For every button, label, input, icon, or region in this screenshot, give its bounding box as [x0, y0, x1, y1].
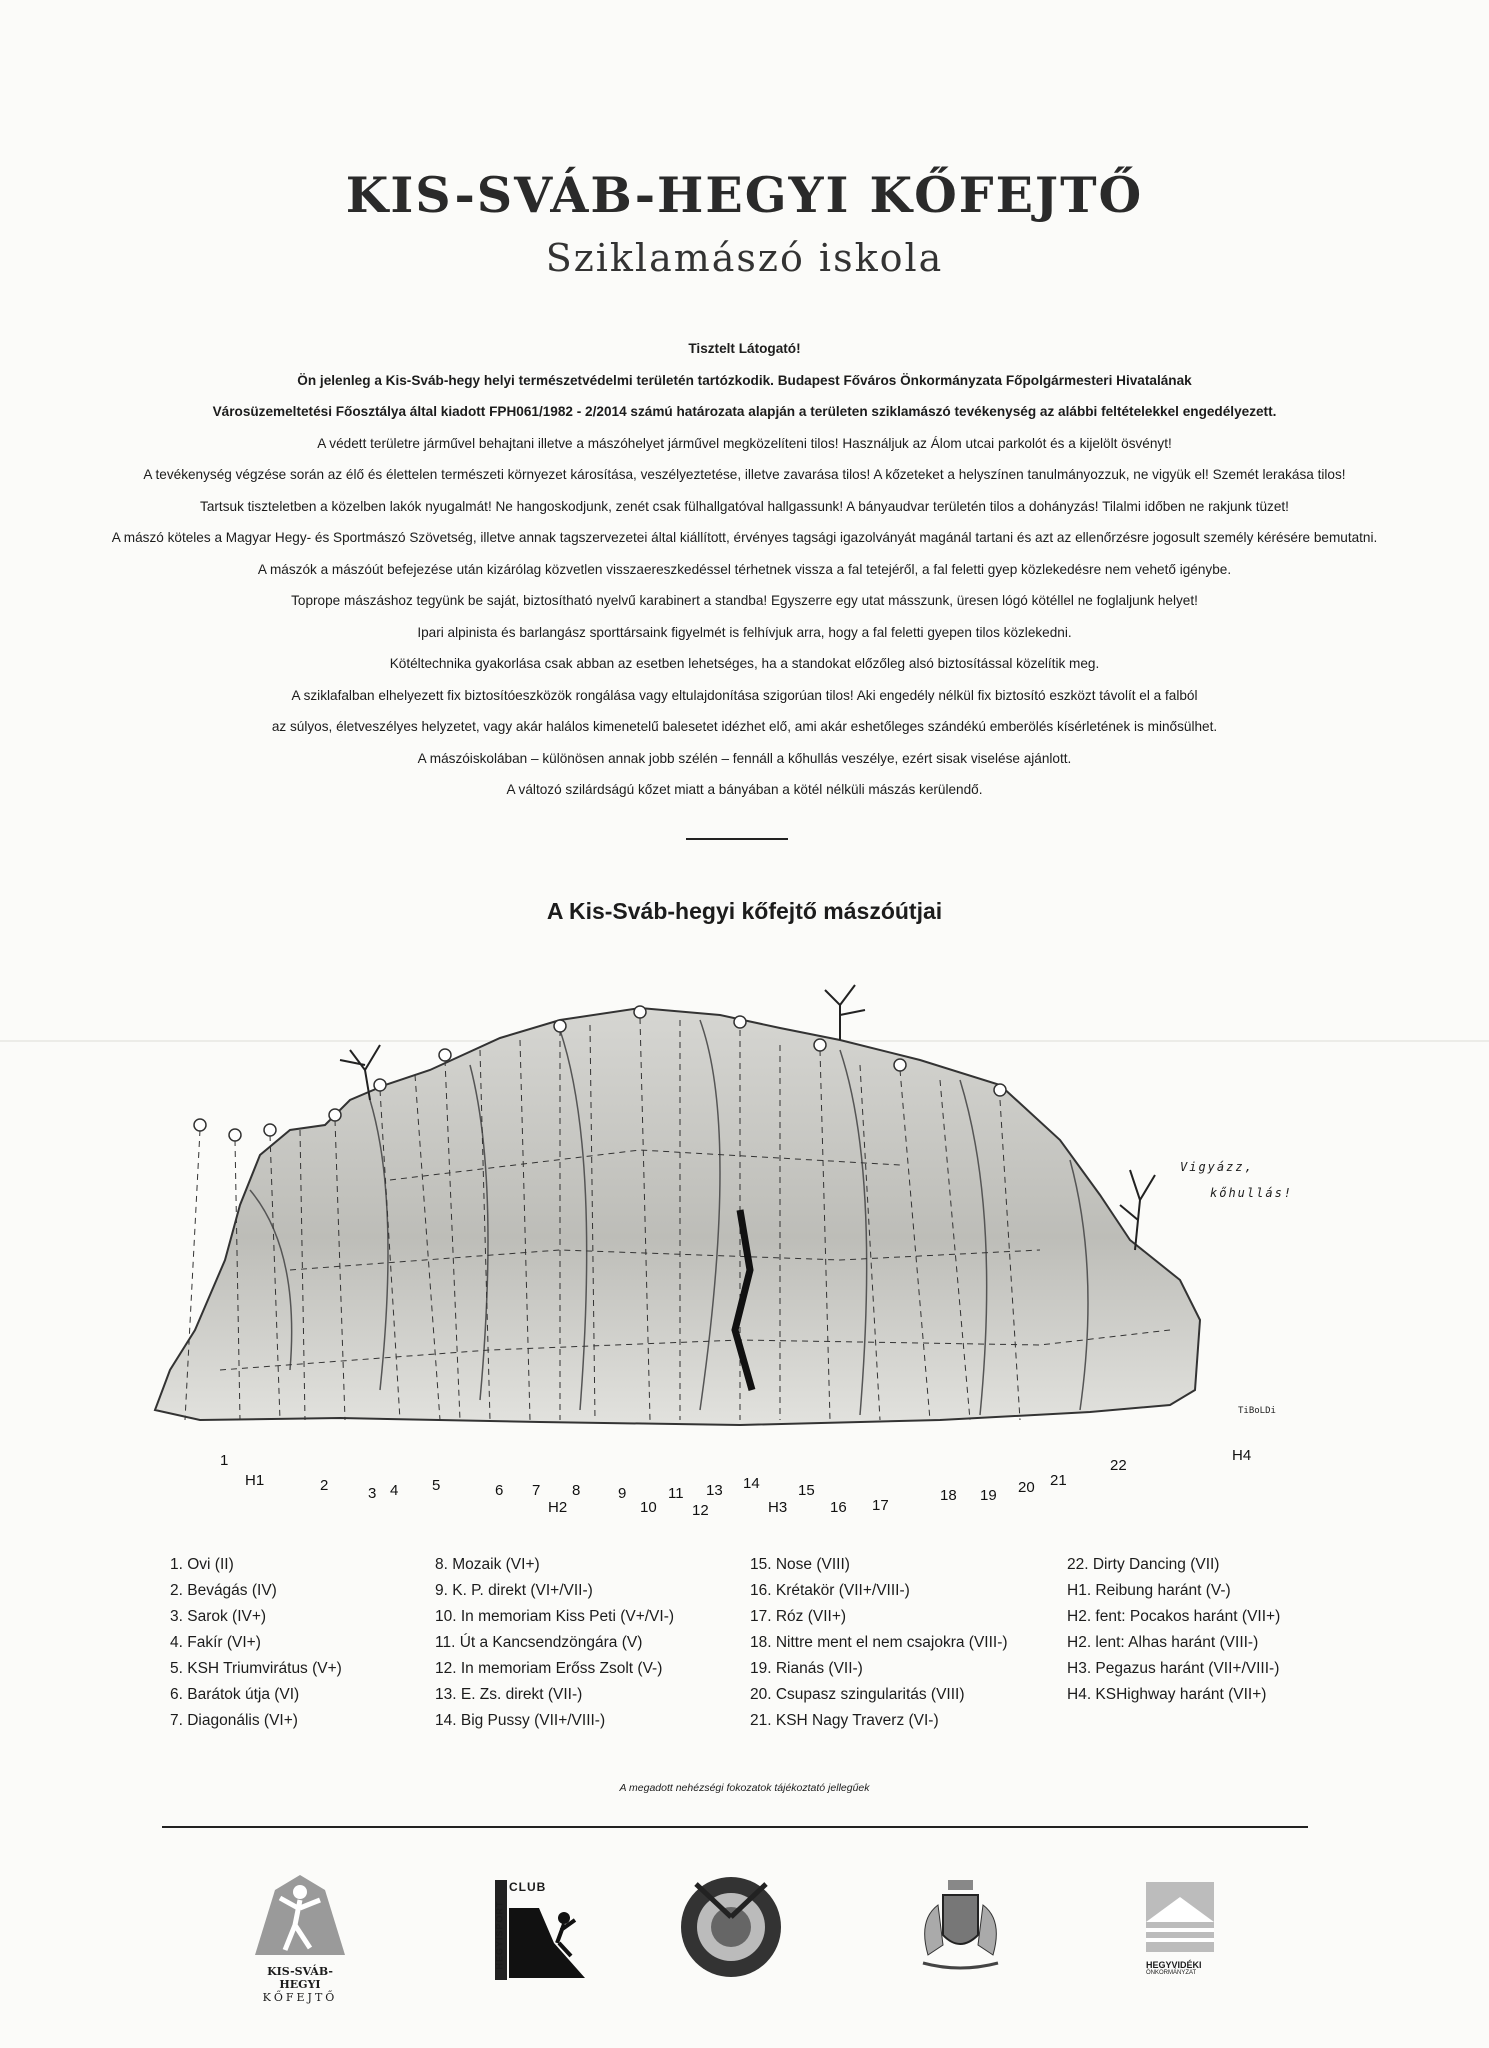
route-label: 2 — [320, 1477, 329, 1494]
rule-line: A mászók a mászóút befejezése után kizárólag közvetlen visszaereszkedéssel térhetnek vissza a fal tetejéről, a fal feletti gyep közlekedésre nem vehető igénybe. — [257, 561, 1232, 577]
route-label: 4 — [390, 1482, 399, 1499]
route-label: 8 — [572, 1482, 581, 1499]
mhssz-logo — [676, 1872, 786, 1987]
legend-item: 9. K. P. direkt (VI+/VII-) — [435, 1582, 593, 1599]
route-label: 13 — [706, 1482, 723, 1499]
legend-item: 7. Diagonális (VI+) — [170, 1712, 298, 1729]
page-subtitle: Sziklamászó iskola — [545, 236, 944, 280]
legend-item: H3. Pegazus haránt (VII+/VIII-) — [1067, 1660, 1280, 1677]
legend-item: 5. KSH Triumvirátus (V+) — [170, 1660, 342, 1677]
legend-item: 4. Fakír (VI+) — [170, 1634, 261, 1651]
coat-of-arms-icon — [908, 1875, 1013, 1975]
climber-icon — [250, 1870, 350, 1960]
legend-item: 8. Mozaik (VI+) — [435, 1556, 540, 1573]
legend-item: 18. Nittre ment el nem csajokra (VIII-) — [750, 1634, 1008, 1651]
legend-item: 15. Nose (VIII) — [750, 1556, 850, 1573]
legend-item: 20. Csupasz szingularitás (VIII) — [750, 1686, 965, 1703]
onkormanyzat-label: ÖNKORMÁNYZAT — [1146, 1970, 1197, 1976]
route-label: 7 — [532, 1482, 541, 1499]
route-label: 1 — [220, 1452, 229, 1469]
rule-line: az súlyos, életveszélyes helyzetet, vagy akár halálos kimenetelű balesetet idézhet elő, ami akár eshetőleges szándékú emberölés kísérletének is minősülhet. — [271, 719, 1218, 734]
hegyisport-club-logo — [495, 1880, 585, 1980]
legend-item: 17. Róz (VII+) — [750, 1608, 847, 1625]
rule-line: Ön jelenleg a Kis-Sváb-hegy helyi természetvédelmi területén tartózkodik. Budapest Főváros Önkormányzata Főpolgármesteri Hivatalának — [297, 372, 1192, 388]
logo-caption: KŐFEJTŐ — [262, 1991, 338, 2004]
kofejto-logo — [250, 1870, 350, 2004]
association-seal-icon — [676, 1872, 786, 1982]
route-label: 14 — [743, 1475, 760, 1492]
difficulty-footnote: A megadott nehézségi fokozatok tájékoztató jellegűek — [619, 1782, 870, 1794]
legend-column-1 — [170, 1552, 342, 1734]
route-label: 15 — [798, 1482, 815, 1499]
legend-column-3 — [750, 1552, 1008, 1734]
legend-item: H4. KSHighway haránt (VII+) — [1067, 1686, 1267, 1703]
section-divider — [686, 838, 788, 840]
route-label: 16 — [830, 1499, 847, 1516]
rule-line: Ipari alpinista és barlangász sporttársaink figyelmét is felhívjuk arra, hogy a fal feletti gyepen tilos közlekedni. — [417, 624, 1072, 640]
rockfall-warning-line2: kőhullás! — [1210, 1186, 1294, 1200]
legend-item: 2. Bevágás (IV) — [170, 1582, 277, 1599]
route-label: H3 — [768, 1499, 788, 1516]
rule-line: Toprope mászáshoz tegyünk be saját, biztosítható nyelvű karabinert a standba! Egyszerre egy utat másszunk, üresen lógó kötéllel ne foglaljunk helyet! — [291, 593, 1198, 608]
route-label: 17 — [872, 1497, 889, 1514]
rule-line: Tartsuk tiszteletben a közelben lakók nyugalmát! Ne hangoskodjunk, zenét csak fülhallgatóval hallgassunk! A bányaudvar területén tilos a dohányzás! Tilalmi időben ne rakjunk tüzet! — [200, 498, 1289, 514]
hegyisport-label: HEGYISPORT — [494, 1900, 505, 1970]
rock-face — [155, 1008, 1200, 1425]
rule-line: Városüzemeltetési Főosztálya által kiadott FPH061/1982 - 2/2014 számú határozata alapján a területen sziklamászó tevékenység az alábbi feltételekkel engedélyezett. — [212, 404, 1277, 419]
route-label: 22 — [1110, 1457, 1127, 1474]
legend-item: 22. Dirty Dancing (VII) — [1067, 1556, 1220, 1573]
legend-item: 16. Krétakör (VII+/VIII-) — [750, 1582, 910, 1599]
route-label: 5 — [432, 1477, 441, 1494]
legend-item: 11. Út a Kancsendzöngára (V) — [435, 1634, 643, 1651]
route-label: 10 — [640, 1499, 657, 1516]
route-label: 19 — [980, 1487, 997, 1504]
legend-item: 6. Barátok útja (VI) — [170, 1686, 300, 1703]
route-label: 6 — [495, 1482, 504, 1499]
footer-rule — [162, 1826, 1308, 1828]
legend-item: 3. Sarok (IV+) — [170, 1608, 267, 1625]
greeting: Tisztelt Látogató! — [688, 341, 801, 356]
rule-line: A tevékenység végzése során az élő és élettelen természeti környezet károsítása, veszélyeztetése, illetve zavarása tilos! A kőzeteket a helyszínen tanulmányozzuk, ne vigyük el! Szemét lerakása tilos! — [143, 467, 1346, 482]
legend-item: H2. fent: Pocakos haránt (VII+) — [1067, 1608, 1281, 1625]
legend-item: 14. Big Pussy (VII+/VIII-) — [435, 1712, 606, 1729]
route-label: 9 — [618, 1485, 627, 1502]
route-label: 3 — [368, 1485, 377, 1502]
route-label: H4 — [1232, 1447, 1252, 1464]
budapest-coat-of-arms — [908, 1875, 1013, 1980]
legend-item: H2. lent: Alhas haránt (VIII-) — [1067, 1634, 1259, 1651]
legend-column-2 — [435, 1552, 674, 1734]
rule-line: A mászóiskolában – különösen annak jobb szélén – fennáll a kőhullás veszélye, ezért sisak viselése ajánlott. — [417, 750, 1072, 766]
logo-caption: KIS-SVÁB-HEGYI — [267, 1965, 333, 1991]
hegyvideki-logo — [1146, 1882, 1216, 1976]
legend-item: 1. Ovi (II) — [170, 1556, 234, 1573]
rule-line: A sziklafalban elhelyezett fix biztosítóeszközök rongálása vagy eltulajdonítása szigorúan tilos! Aki engedély nélkül fix biztosító eszközt távolít el a falból — [291, 687, 1198, 703]
rockfall-warning-line1: Vigyázz, — [1180, 1160, 1254, 1174]
route-label: 11 — [668, 1485, 684, 1502]
rule-line: Kötéltechnika gyakorlása csak abban az esetben lehetséges, ha a standokat előzőleg alsó biztosítással közelítik meg. — [389, 656, 1100, 671]
hegyvideki-label: HEGYVIDÉKI — [1146, 1960, 1202, 1970]
route-label: 18 — [940, 1487, 957, 1504]
legend-item: 10. In memoriam Kiss Peti (V+/VI-) — [435, 1608, 675, 1625]
rule-line: A védett területre járművel behajtani illetve a mászóhelyet járművel megközelíteni tilos! Használjuk az Álom utcai parkolót és a kijelölt ösvényt! — [317, 435, 1172, 451]
legend-item: 12. In memoriam Erőss Zsolt (V-) — [435, 1660, 663, 1677]
legend-item: 13. E. Zs. direkt (VII-) — [435, 1686, 583, 1703]
hill-emblem-icon — [1146, 1882, 1214, 1952]
route-label: H1 — [245, 1472, 265, 1489]
legend-column-4 — [1067, 1552, 1280, 1708]
route-label: 20 — [1018, 1479, 1035, 1496]
route-label: 21 — [1050, 1472, 1067, 1489]
legend-item: 21. KSH Nagy Traverz (VI-) — [750, 1712, 939, 1729]
rule-line: A változó szilárdságú kőzet miatt a bányában a kötél nélküli mászás kerülendő. — [506, 782, 983, 797]
route-label: H2 — [548, 1499, 568, 1516]
routes-map-title: A Kis-Sváb-hegyi kőfejtő mászóútjai — [546, 898, 943, 924]
club-label: CLUB — [509, 1880, 547, 1894]
artist-signature: TiBoLDi — [1238, 1406, 1276, 1416]
crag-illustration — [140, 950, 1340, 1520]
climber-silhouette-icon — [509, 1898, 585, 1980]
page-title: KIS-SVÁB-HEGYI KŐFEJTŐ — [345, 166, 1144, 224]
route-label: 12 — [692, 1502, 709, 1519]
rule-line: A mászó köteles a Magyar Hegy- és Sportmászó Szövetség, illetve annak tagszervezetei által kiállított, érvényes tagsági igazolványát magánál tartani és azt az ellenőrzésre jogosult személy kérésére bemutatni. — [111, 530, 1378, 545]
rules-text — [80, 340, 1409, 813]
legend-item: 19. Rianás (VII-) — [750, 1660, 863, 1677]
legend-item: H1. Reibung haránt (V-) — [1067, 1582, 1231, 1599]
